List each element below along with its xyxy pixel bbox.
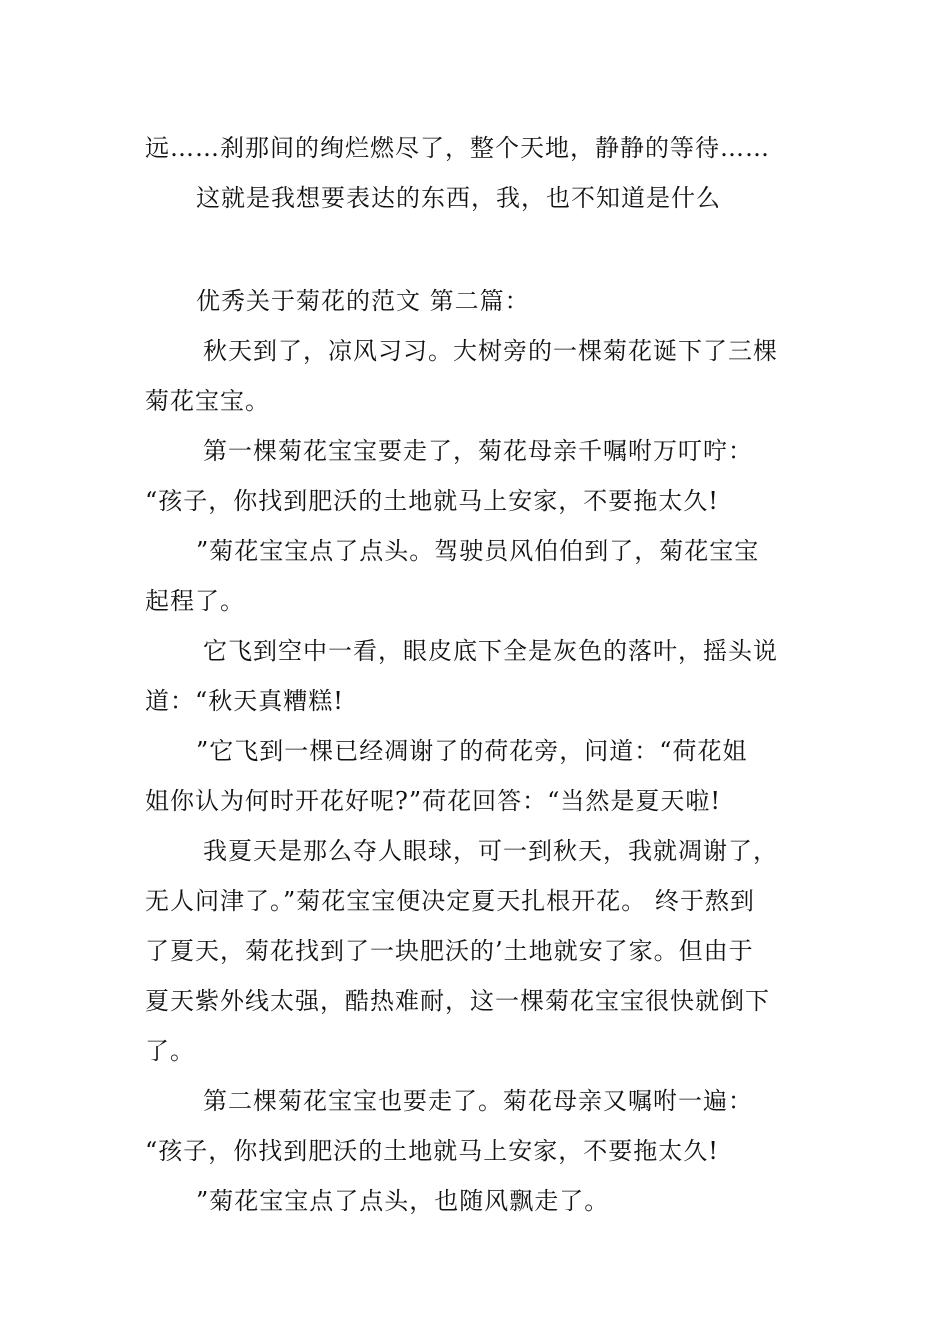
section-heading: 优秀关于菊花的范文 第二篇： [196, 287, 530, 315]
text-line: 我夏天是那么夺人眼球，可一到秋天，我就凋谢了， [203, 837, 778, 865]
text-line: 第一棵菊花宝宝要走了，菊花母亲千嘱咐万叮咛： [203, 437, 753, 465]
text-line: 它飞到空中一看，眼皮底下全是灰色的落叶，摇头说 [203, 637, 778, 665]
text-line: 远……刹那间的绚烂燃尽了，整个天地，静静的等待…… [145, 134, 770, 162]
text-line: 菊花宝宝。 [145, 387, 270, 415]
text-line: ”它飞到一棵已经凋谢了的荷花旁，问道：“荷花姐 [196, 737, 748, 765]
text-line: ”菊花宝宝点了点头，也随风飘走了。 [196, 1187, 610, 1215]
text-line: 了夏天，菊花找到了一块肥沃的’土地就安了家。但由于 [145, 937, 754, 965]
text-line: “孩子，你找到肥沃的土地就马上安家，不要拖太久! [145, 1137, 719, 1165]
text-line: 夏天紫外线太强，酷热难耐，这一棵菊花宝宝很快就倒下 [145, 987, 770, 1015]
text-line: 姐你认为何时开花好呢?”荷花回答：“当然是夏天啦! [145, 787, 722, 815]
text-line: 道：“秋天真糟糕! [145, 687, 344, 715]
text-line: 起程了。 [145, 587, 245, 615]
text-line: 第二棵菊花宝宝也要走了。菊花母亲又嘱咐一遍： [203, 1087, 753, 1115]
text-line: “孩子，你找到肥沃的土地就马上安家，不要拖太久! [145, 487, 719, 515]
text-line: 无人问津了。”菊花宝宝便决定夏天扎根开花。 终于熬到 [145, 887, 755, 915]
text-line: 了。 [145, 1037, 195, 1065]
text-line: 秋天到了，凉风习习。大树旁的一棵菊花诞下了三棵 [203, 337, 778, 365]
text-line: 这就是我想要表达的东西，我，也不知道是什么 [196, 184, 721, 212]
text-line: ”菊花宝宝点了点头。驾驶员风伯伯到了，菊花宝宝 [196, 537, 760, 565]
